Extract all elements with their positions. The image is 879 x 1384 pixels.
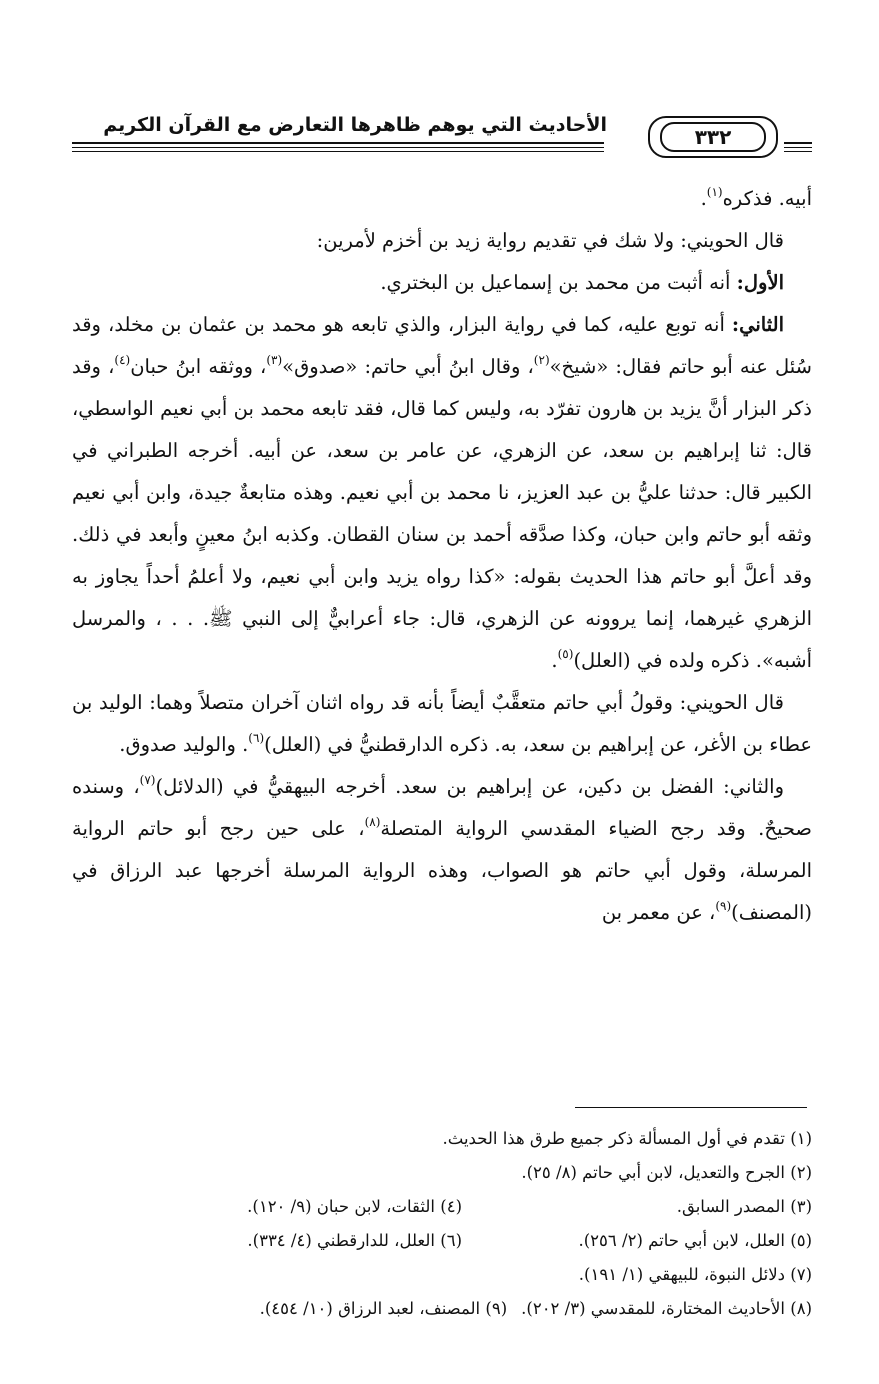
footnote-7: (٧) دلائل النبوة، للبيهقي (١/ ١٩١).	[578, 1265, 812, 1284]
page-header	[72, 108, 812, 164]
footnote-ref: (٢)	[533, 353, 550, 367]
footnote-4: (٤) الثقات، لابن حبان (٩/ ١٢٠).	[247, 1197, 462, 1216]
page-number-frame	[648, 116, 778, 158]
text-span: ، عن معمر بن	[601, 901, 716, 924]
header-rule	[72, 151, 604, 152]
footnote-2: (٢) الجرح والتعديل، لابن أبي حاتم (٨/ ٢٥).	[521, 1163, 812, 1182]
footnote-ref: (١)	[706, 185, 723, 199]
paragraph-lead: الأول:	[736, 271, 784, 294]
text-span: .	[551, 649, 558, 672]
footnote-9: (٩) المصنف، لعبد الرزاق (١٠/ ٤٥٤).	[259, 1299, 508, 1318]
footnotes	[72, 1122, 812, 1326]
text-span: . والوليد صدوق.	[119, 733, 249, 756]
footnote-ref: (٤)	[114, 353, 131, 367]
footnote-line	[72, 1292, 812, 1326]
footnote-line	[72, 1156, 812, 1190]
footnote-line	[72, 1122, 812, 1156]
paragraph	[72, 178, 812, 220]
text-span: ، وسنده صحيحٌ. وقد رجح الضياء المقدسي الرواية المتصلة	[72, 775, 812, 840]
paragraph	[72, 262, 812, 304]
text-span: أنه توبع عليه، كما في رواية البزار، والذي تابعه هو محمد بن عثمان بن مخلد، وقد سُئل عنه أبو حاتم فقال: «شيخ»	[72, 313, 812, 378]
text-span: .	[700, 187, 707, 210]
footnote-3: (٣) المصدر السابق.	[676, 1197, 812, 1216]
text-span: ، على حين رجح أبو حاتم الرواية المرسلة، وقول أبي حاتم هو الصواب، وهذه الرواية المرسلة أخرجها عبد الرزاق في (المصنف)	[72, 817, 812, 924]
running-title: الأحاديث التي يوهم ظاهرها التعارض مع القرآن الكريم	[103, 114, 607, 136]
page-number: ٣٣٢	[660, 122, 766, 152]
text-span: قال الحويني: وقولُ أبي حاتم متعقَّبٌ أيضاً بأنه قد رواه اثنان آخران متصلاً وهما: الوليد بن عطاء بن الأغر، عن إبراهيم بن سعد، به. ذكره الدارقطنيُّ في (العلل)	[72, 691, 812, 756]
paragraph-lead: الثاني:	[731, 313, 784, 336]
footnote-6: (٦) العلل، للدارقطني (٤/ ٣٣٤).	[247, 1231, 462, 1250]
text-span: أنه أثبت من محمد بن إسماعيل بن البختري.	[380, 271, 737, 294]
footnote-separator	[575, 1107, 807, 1108]
header-rule	[72, 142, 604, 144]
header-rule	[784, 147, 812, 148]
footnote-1: (١) تقدم في أول المسألة ذكر جميع طرق هذا الحديث.	[442, 1129, 812, 1148]
footnote-ref: (٧)	[139, 773, 156, 787]
footnote-8: (٨) الأحاديث المختارة، للمقدسي (٣/ ٢٠٢).	[521, 1299, 812, 1318]
paragraph	[72, 766, 812, 934]
footnote-line	[72, 1224, 812, 1258]
text-span: ، وقال ابنُ أبي حاتم: «صدوق»	[282, 355, 534, 378]
paragraph	[72, 304, 812, 682]
footnote-ref: (٨)	[364, 815, 381, 829]
footnote-5: (٥) العلل، لابن أبي حاتم (٢/ ٢٥٦).	[578, 1231, 812, 1250]
footnote-line	[72, 1258, 812, 1292]
footnote-ref: (٣)	[266, 353, 283, 367]
text-span: ، ووثقه ابنُ حبان	[130, 355, 267, 378]
footnote-ref: (٥)	[557, 647, 574, 661]
footnote-ref: (٩)	[715, 899, 732, 913]
header-rule	[784, 151, 812, 152]
text-span: ، وقد ذكر البزار أنَّ يزيد بن هارون تفرّد به، وليس كما قال، فقد تابعه محمد بن أبي نعيم الواسطي، قال: ثنا إبراهيم بن سعد، عن الزهري، عن عامر بن سعد، عن أبيه. أخرجه الطبراني في الكبير قال: حدثنا عليُّ بن عبد العزيز، نا محمد بن أبي نعيم. وهذه متابعةٌ جيدة، وابن أبي نعيم وثقه أبو حاتم وابن حبان، وكذا صدَّقه أحمد بن سنان القطان. وكذبه ابنُ معينٍ وأبعد في ذلك. وقد أعلَّ أبو حاتم هذا الحديث بقوله: «كذا رواه يزيد وابن أبي نعيم، ولا أعلمُ أحداً يجاوز به الزهري غيرهما، إنما يروونه عن الزهري، قال: جاء أعرابيٌّ إلى النبي ﷺ. . . ، والمرسل أشبه». ذكره ولده في (العلل)	[72, 355, 812, 672]
paragraph	[72, 682, 812, 766]
header-rule	[784, 142, 812, 144]
text-span: أبيه. فذكره	[722, 187, 812, 210]
paragraph: قال الحويني: ولا شك في تقديم رواية زيد بن أخزم لأمرين:	[316, 229, 784, 252]
main-text	[72, 178, 812, 934]
text-span: والثاني: الفضل بن دكين، عن إبراهيم بن سعد. أخرجه البيهقيُّ في (الدلائل)	[155, 775, 784, 798]
footnote-ref: (٦)	[248, 731, 265, 745]
footnote-line	[72, 1190, 812, 1224]
header-rule	[72, 147, 604, 148]
